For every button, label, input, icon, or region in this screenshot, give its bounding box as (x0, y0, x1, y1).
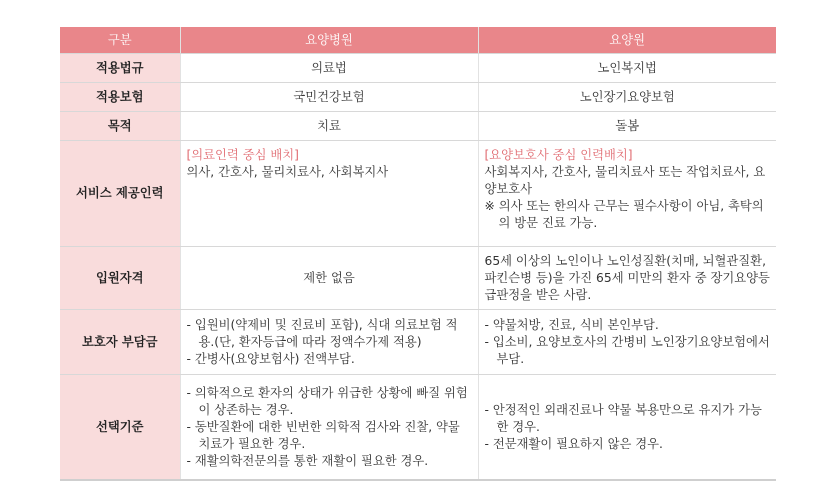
row-label-insurance: 적용보험 (60, 83, 180, 112)
list-item: - 재활의학전문의를 통한 재활이 필요한 경우. (186, 453, 429, 468)
list-item: - 전문재활이 필요하지 않은 경우. (484, 436, 663, 451)
comparison-table (60, 27, 776, 481)
cell-home-purpose: 돌봄 (478, 112, 776, 141)
table-row-insurance (60, 83, 776, 112)
home-service-accent: [요양보호사 중심 인력배치] (484, 148, 633, 162)
table-row-service (60, 141, 776, 247)
cell-home-admission: 65세 이상의 노인이나 노인성질환(치매, 뇌혈관질환, 파킨슨병 등)을 가진 65세 미만의 환자 중 장기요양등급판정을 받은 사람. (478, 247, 776, 310)
home-service-body: 사회복지사, 간호사, 물리치료사 또는 작업치료사, 요양보호사 (484, 165, 766, 196)
row-label-law: 적용법규 (60, 54, 180, 83)
row-label-burden: 보호자 부담금 (60, 310, 180, 375)
header-row (60, 27, 776, 54)
list-item: - 동반질환에 대한 빈번한 의학적 검사와 진찰, 약물치료가 필요한 경우. (186, 419, 460, 451)
cell-hospital-burden (180, 310, 478, 375)
cell-hospital-admission: 제한 없음 (180, 247, 478, 310)
list-item: - 안정적인 외래진료나 약물 복용만으로 유지가 가능한 경우. (484, 402, 762, 434)
cell-home-law: 노인복지법 (478, 54, 776, 83)
table-row-admission (60, 247, 776, 310)
table-row-law (60, 54, 776, 83)
header-nursing-hospital: 요양병원 (180, 27, 478, 54)
hospital-service-accent: [의료인력 중심 배치] (186, 148, 299, 162)
cell-hospital-purpose: 치료 (180, 112, 478, 141)
row-label-purpose: 목적 (60, 112, 180, 141)
cell-hospital-service (180, 141, 478, 247)
cell-home-service (478, 141, 776, 247)
list-item: - 간병사(요양보험사) 전액부담. (186, 351, 355, 366)
cell-home-criteria (478, 375, 776, 481)
row-label-admission: 입원자격 (60, 247, 180, 310)
cell-hospital-law: 의료법 (180, 54, 478, 83)
list-item: - 약물처방, 진료, 식비 본인부담. (484, 317, 659, 332)
list-item: - 의학적으로 환자의 상태가 위급한 상황에 빠질 위험이 상존하는 경우. (186, 385, 468, 417)
cell-hospital-criteria (180, 375, 478, 481)
table-row-purpose (60, 112, 776, 141)
header-category: 구분 (60, 27, 180, 54)
row-label-service: 서비스 제공인력 (60, 141, 180, 247)
cell-hospital-insurance: 국민건강보험 (180, 83, 478, 112)
row-label-criteria: 선택기준 (60, 375, 180, 481)
table-row-criteria (60, 375, 776, 481)
cell-home-insurance: 노인장기요양보험 (478, 83, 776, 112)
table-row-burden (60, 310, 776, 375)
cell-home-burden (478, 310, 776, 375)
header-nursing-home: 요양원 (478, 27, 776, 54)
hospital-service-body: 의사, 간호사, 물리치료사, 사회복지사 (186, 165, 389, 179)
table-header (60, 27, 776, 54)
home-service-note: ※ 의사 또는 한의사 근무는 필수사항이 아님, 촉탁의의 방문 진료 가능. (484, 199, 764, 230)
list-item: - 입소비, 요양보호사의 간병비 노인장기요양보험에서 부담. (484, 334, 770, 366)
list-item: - 입원비(약제비 및 진료비 포함), 식대 의료보험 적용.(단, 환자등급에 따라 정액수가제 적용) (186, 317, 458, 349)
